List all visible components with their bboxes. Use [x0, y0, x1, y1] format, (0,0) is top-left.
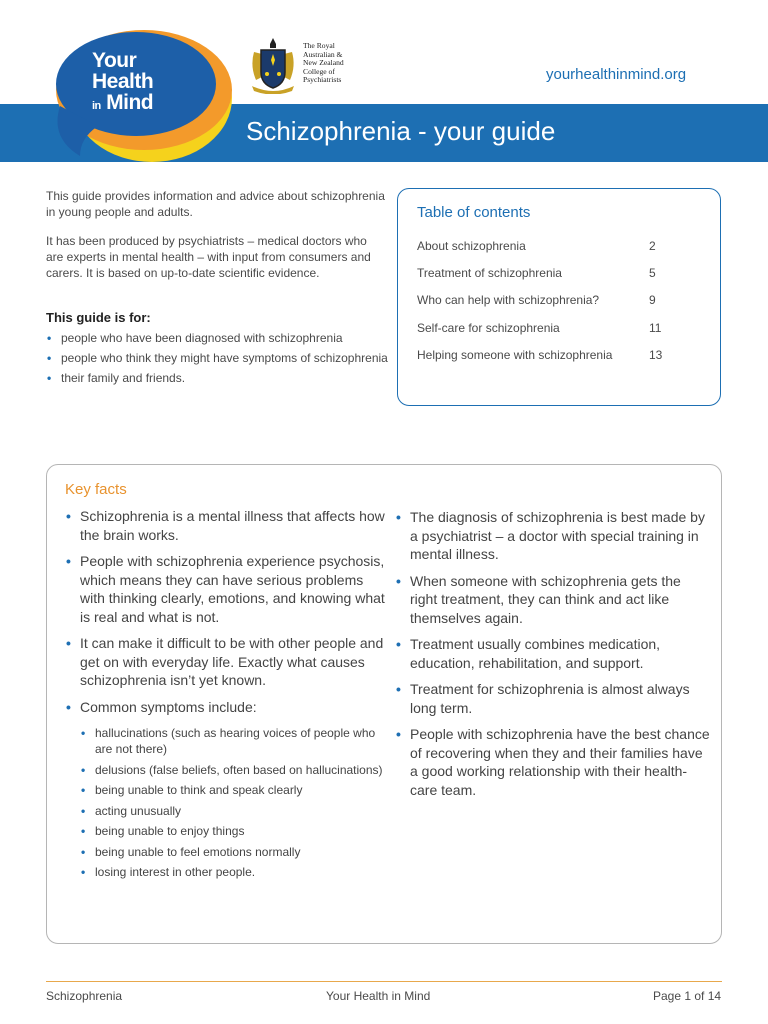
audience-heading: This guide is for: [46, 310, 151, 325]
bullet-icon: • [81, 824, 86, 838]
list-item: • people who think they might have symptoms of schizophrenia [47, 351, 388, 365]
bullet-icon: • [81, 783, 86, 797]
bullet-icon: • [81, 865, 86, 879]
bullet-icon: • [66, 698, 71, 715]
bullet-icon: • [47, 351, 52, 365]
symptoms-list [80, 725, 385, 880]
key-facts-right-column [395, 508, 710, 807]
list-item: • their family and friends. [47, 371, 186, 385]
list-item: • Schizophrenia is a mental illness that affects how the brain works. [66, 508, 385, 543]
bullet-icon: • [396, 509, 401, 525]
list-item: • hallucinations (such as hearing voices of people who are not there) [81, 726, 376, 756]
list-item: • Treatment usually combines medication, education, rehabilitation, and support. [396, 636, 661, 671]
list-item: • The diagnosis of schizophrenia is best made by a psychiatrist – a doctor with special training in mental illness. [396, 509, 705, 562]
bullet-icon: • [66, 635, 71, 651]
intro-paragraph: It has been produced by psychiatrists – medical doctors who are experts in mental health – with input from consumers and carers. It is based on up-to-date scientific evidence. [46, 234, 371, 280]
footer-doc-name: Schizophrenia [46, 989, 123, 1003]
intro-paragraph: This guide provides information and advice about schizophrenia in young people and adults. [46, 189, 385, 219]
logo-wordmark: Your Health in Mind [92, 49, 154, 114]
bullet-icon: • [81, 762, 86, 777]
list-item: • being unable to think and speak clearly [81, 783, 303, 797]
footer-series-name: Your Health in Mind [326, 989, 431, 1003]
college-crest-icon [246, 36, 300, 94]
bullet-icon: • [396, 726, 401, 742]
key-facts-title: Key facts [65, 481, 127, 498]
your-health-in-mind-logo[interactable] [40, 28, 240, 168]
list-item: • delusions (false beliefs, often based on hallucinations) [81, 762, 383, 777]
list-item: • Treatment for schizophrenia is almost always long term. [396, 681, 690, 716]
list-item: • being unable to feel emotions normally [81, 844, 301, 859]
list-item: • acting unusually [81, 803, 182, 818]
bullet-icon: • [66, 508, 71, 524]
bullet-icon: • [81, 803, 86, 818]
list-item: • It can make it difficult to be with other people and get on with everyday life. Exactly what causes schizophrenia isn’t yet known. [66, 635, 384, 688]
toc-item-self-care[interactable]: Self-care for schizophrenia 11 [417, 321, 662, 335]
bullet-icon: • [396, 681, 401, 697]
key-facts-panel [46, 464, 722, 944]
bullet-icon: • [47, 371, 52, 385]
toc-title: Table of contents [417, 204, 531, 221]
footer-page-number: Page 1 of 14 [653, 989, 722, 1003]
footer-divider [46, 981, 722, 982]
site-url-link[interactable]: yourhealthinmind.org [546, 66, 687, 83]
list-item: • Common symptoms include: • hallucinations (such as hearing voices of people who are not there) • delusions (false beliefs, often based on hallucinations) • being unable to think and speak clearly • acting unusually • being unable to enjoy things • being unable to feel emotions normally • losing interest in other people. [65, 698, 385, 881]
bullet-icon: • [81, 726, 86, 740]
list-item: • people who have been diagnosed with schizophrenia [47, 331, 343, 345]
toc-item-who-can-help[interactable]: Who can help with schizophrenia? 9 [417, 293, 656, 307]
list-item: • People with schizophrenia have the best chance of recovering when they and their families have a good working relationship with their health-care team. [396, 726, 710, 798]
list-item: • being unable to enjoy things [81, 824, 245, 838]
table-of-contents [397, 188, 721, 406]
toc-item-about[interactable]: About schizophrenia 2 [417, 239, 656, 253]
list-item: • People with schizophrenia experience psychosis, which means they can have serious problems with thinking clearly, emotions, and knowing what is real and what is not. [66, 553, 385, 625]
key-facts-left-column [65, 507, 385, 888]
toc-item-helping[interactable]: Helping someone with schizophrenia 13 [417, 348, 663, 362]
list-item: • When someone with schizophrenia gets the right treatment, they can think and act like themselves again. [396, 572, 681, 626]
page-title: Schizophrenia - your guide [246, 116, 556, 146]
bullet-icon: • [47, 331, 52, 345]
college-name: The Royal Australian & New Zealand College of Psychiatrists [303, 41, 344, 85]
toc-item-treatment[interactable]: Treatment of schizophrenia 5 [417, 266, 656, 280]
list-item: • losing interest in other people. [81, 865, 256, 879]
bullet-icon: • [396, 572, 401, 589]
bullet-icon: • [396, 636, 401, 652]
bullet-icon: • [81, 844, 86, 859]
audience-list [46, 330, 391, 390]
bullet-icon: • [66, 553, 71, 569]
